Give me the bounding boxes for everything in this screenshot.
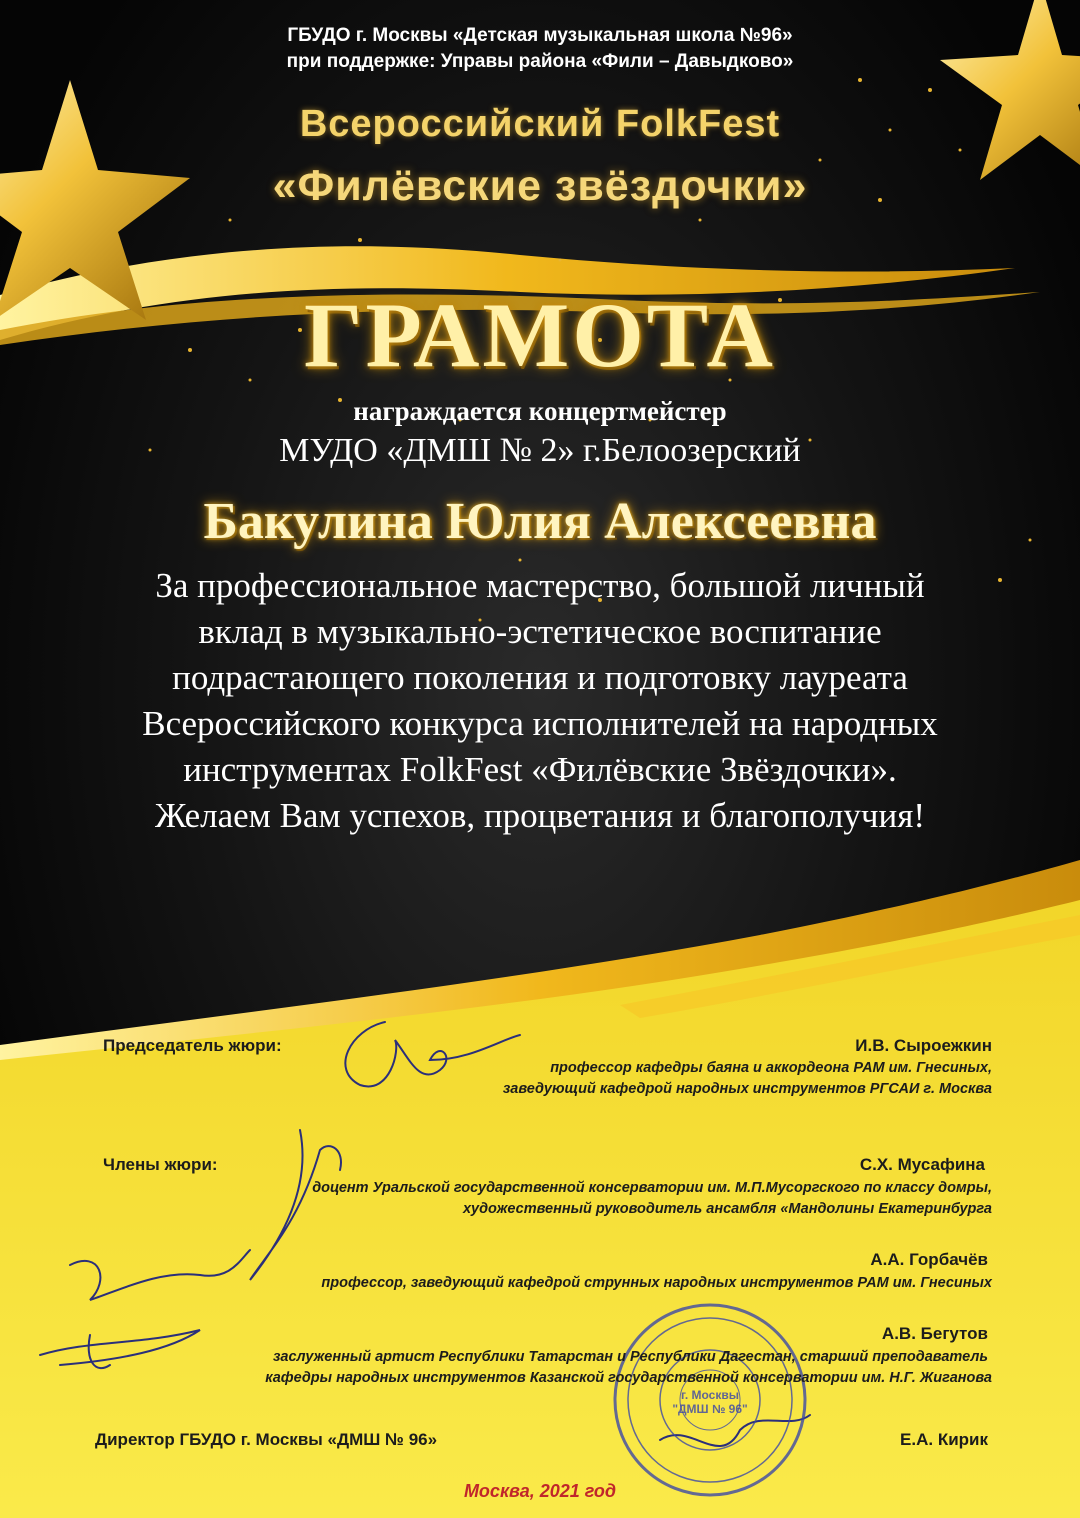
organizer-line-2: при поддержке: Управы района «Фили – Давыдково»	[286, 51, 794, 72]
jury-member-3-desc-1: заслуженный артист Республики Татарстан и Республики Дагестан, старший преподаватель	[272, 1349, 988, 1365]
stamp-line-1: г. Москвы	[681, 1388, 739, 1402]
citation-line: подрастающего поколения и подготовку лауреата	[172, 658, 908, 697]
jury-member-3-name: А.В. Бегутов	[881, 1324, 988, 1343]
jury-member-1-name: С.Х. Мусафина	[859, 1155, 985, 1174]
director-label: Директор ГБУДО г. Москвы «ДМШ № 96»	[95, 1430, 438, 1449]
festival-title-line-2: «Филёвские звёздочки»	[272, 162, 808, 210]
citation-line: За профессиональное мастерство, большой личный	[155, 566, 925, 605]
jury-member-1-desc-2: художественный руководитель ансамбля «Мандолины Екатеринбурга	[462, 1201, 992, 1217]
citation-line: инструментах FolkFest «Филёвские Звёздочки».	[183, 750, 897, 789]
jury-chair-name: И.В. Сыроежкин	[855, 1036, 992, 1055]
citation-text	[0, 563, 1080, 839]
citation-line: Всероссийского конкурса исполнителей на народных	[142, 704, 938, 743]
jury-chair-desc-1: профессор кафедры баяна и аккордеона РАМ им. Гнесиных,	[550, 1060, 992, 1076]
jury-chair-desc-2: заведующий кафедрой народных инструментов РГСАИ г. Москва	[502, 1081, 992, 1097]
stamp-line-2: "ДМШ № 96"	[672, 1402, 748, 1416]
jury-member-1-desc-1: доцент Уральской государственной консерватории им. М.П.Мусоргского по классу домры,	[312, 1180, 992, 1196]
director-name: Е.А. Кирик	[900, 1430, 988, 1449]
certificate-title: ГРАМОТА	[303, 284, 776, 386]
organizer-line-1: ГБУДО г. Москвы «Детская музыкальная школа №96»	[287, 25, 793, 46]
jury-member-2-desc-1: профессор, заведующий кафедрой струнных народных инструментов РАМ им. Гнесиных	[321, 1275, 992, 1291]
citation-line: вклад в музыкально-эстетическое воспитание	[198, 612, 882, 651]
jury-members-label: Члены жюри:	[103, 1155, 218, 1174]
school-line: МУДО «ДМШ № 2» г.Белоозерский	[279, 432, 801, 469]
recipient-name: Бакулина Юлия Алексеевна	[203, 493, 877, 550]
jury-chair-label: Председатель жюри:	[103, 1036, 282, 1055]
jury-member-2-name: А.А. Горбачёв	[870, 1250, 988, 1269]
citation-line: Желаем Вам успехов, процветания и благополучия!	[155, 796, 925, 835]
festival-title-line-1: Всероссийский FolkFest	[299, 103, 781, 145]
stamp-text	[660, 1388, 760, 1416]
jury-member-3-desc-2: кафедры народных инструментов Казанской государственной консерватории им. Н.Г. Жиганова	[265, 1370, 992, 1386]
awarded-line: награждается концертмейстер	[353, 396, 727, 426]
city-year: Москва, 2021 год	[463, 1481, 617, 1501]
